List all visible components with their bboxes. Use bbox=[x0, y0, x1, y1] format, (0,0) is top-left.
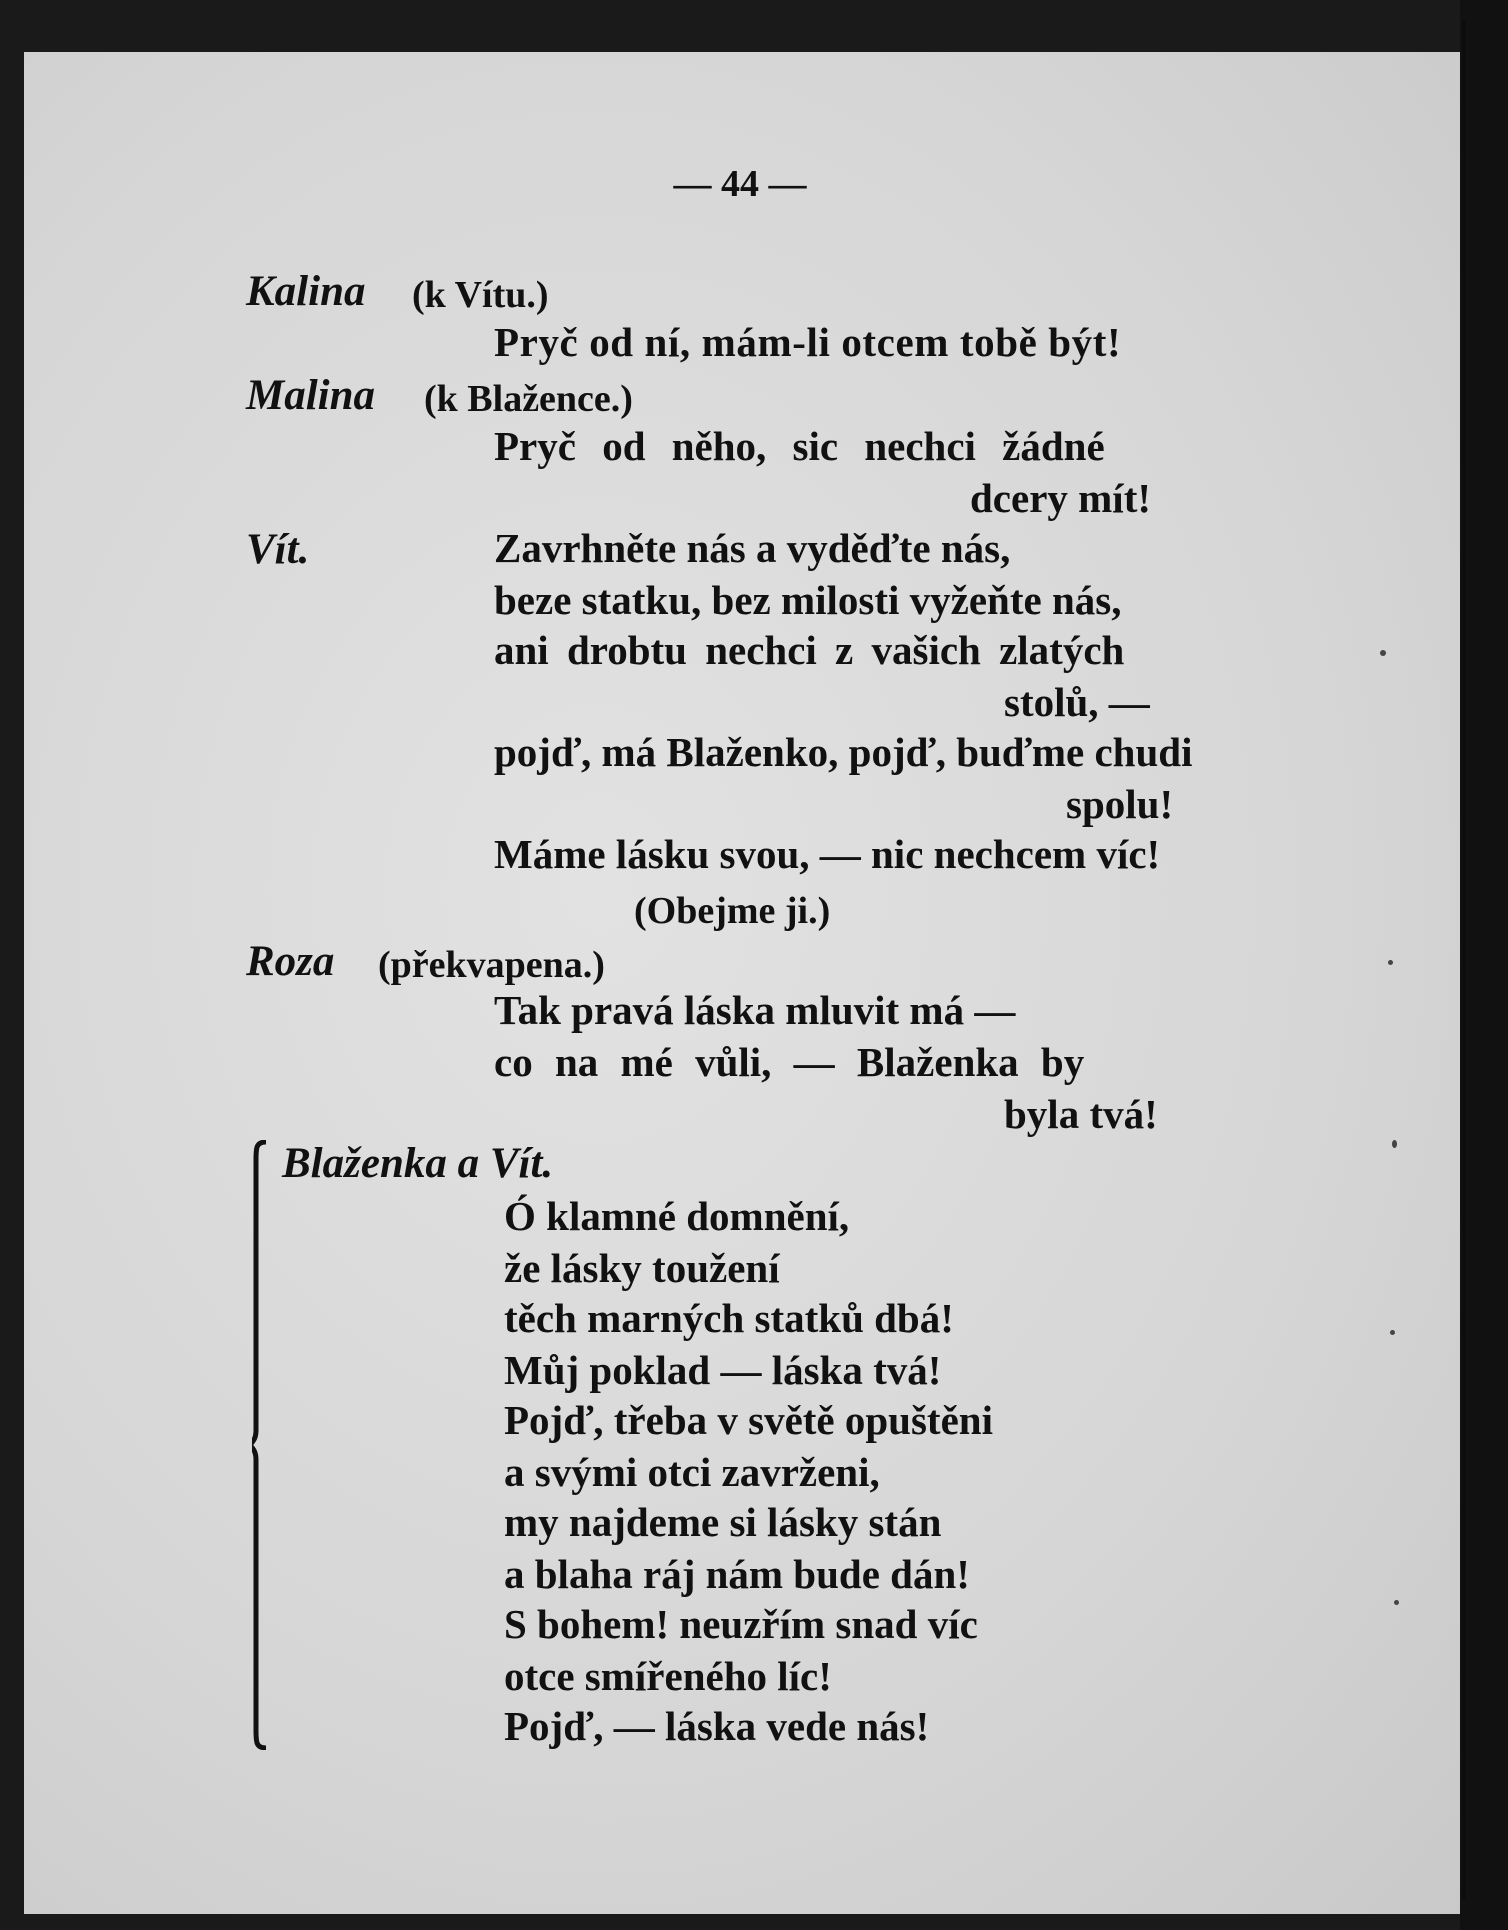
speaker-vit: Vít. bbox=[246, 526, 310, 573]
verse-line: my najdeme si lásky stán bbox=[504, 1499, 942, 1545]
stage-direction-vit: (Obejme ji.) bbox=[634, 890, 831, 932]
verse-line: Tak pravá láska mluvit má — bbox=[494, 987, 1016, 1033]
verse-line: beze statku, bez milosti vyžeňte nás, bbox=[494, 577, 1122, 623]
duet-brace bbox=[252, 1140, 270, 1750]
verse-line: Pojď, třeba v světě opuštěni bbox=[504, 1397, 993, 1443]
verse-line: stolů, — bbox=[1004, 679, 1150, 725]
page-edge-line bbox=[1462, 20, 1466, 1900]
verse-line: pojď, má Blaženko, pojď, buďme chudi bbox=[494, 729, 1193, 775]
speaker-malina: Malina bbox=[246, 372, 376, 419]
verse-line: těch marných statků dbá! bbox=[504, 1295, 954, 1341]
verse-line: co na mé vůli, — Blaženka by bbox=[494, 1039, 1085, 1085]
verse-line: Zavrhněte nás a vyděďte nás, bbox=[494, 525, 1011, 571]
verse-line: Ó klamné domnění, bbox=[504, 1193, 850, 1239]
scan-speck bbox=[1380, 650, 1386, 656]
stage-direction-kalina: (k Vítu.) bbox=[412, 274, 549, 316]
verse-line: spolu! bbox=[1066, 781, 1174, 827]
verse-line: a blaha ráj nám bude dán! bbox=[504, 1551, 970, 1597]
stage-direction-roza: (překvapena.) bbox=[378, 944, 605, 986]
verse-line: Máme lásku svou, — nic nechcem víc! bbox=[494, 831, 1161, 877]
verse-line: Pryč od ní, mám-li otcem tobě být! bbox=[494, 319, 1122, 365]
scan-speck bbox=[1388, 960, 1393, 965]
verse-line: ani drobtu nechci z vašich zlatých bbox=[494, 627, 1125, 673]
page-number: — 44 — bbox=[673, 163, 807, 205]
verse-line: S bohem! neuzřím snad víc bbox=[504, 1601, 978, 1647]
verse-line: otce smířeného líc! bbox=[504, 1653, 832, 1699]
verse-line: a svými otci zavrženi, bbox=[504, 1449, 880, 1495]
scan-speck bbox=[1392, 1140, 1397, 1148]
verse-line: Můj poklad — láska tvá! bbox=[504, 1347, 942, 1393]
verse-line: byla tvá! bbox=[1004, 1091, 1158, 1137]
scan-speck bbox=[1394, 1600, 1399, 1605]
verse-line: Pryč od něho, sic nechci žádné bbox=[494, 423, 1105, 469]
scan-border-right bbox=[1460, 0, 1508, 1930]
verse-line: dcery mít! bbox=[970, 475, 1151, 521]
stage-direction-malina: (k Blažence.) bbox=[424, 378, 633, 420]
scan-speck bbox=[1390, 1330, 1395, 1335]
verse-line: že lásky toužení bbox=[504, 1245, 780, 1291]
verse-line: Pojď, — láska vede nás! bbox=[504, 1703, 930, 1749]
speaker-kalina: Kalina bbox=[246, 268, 366, 315]
speaker-blazenka-a-vit: Blaženka a Vít. bbox=[282, 1140, 554, 1187]
speaker-roza: Roza bbox=[246, 938, 335, 985]
